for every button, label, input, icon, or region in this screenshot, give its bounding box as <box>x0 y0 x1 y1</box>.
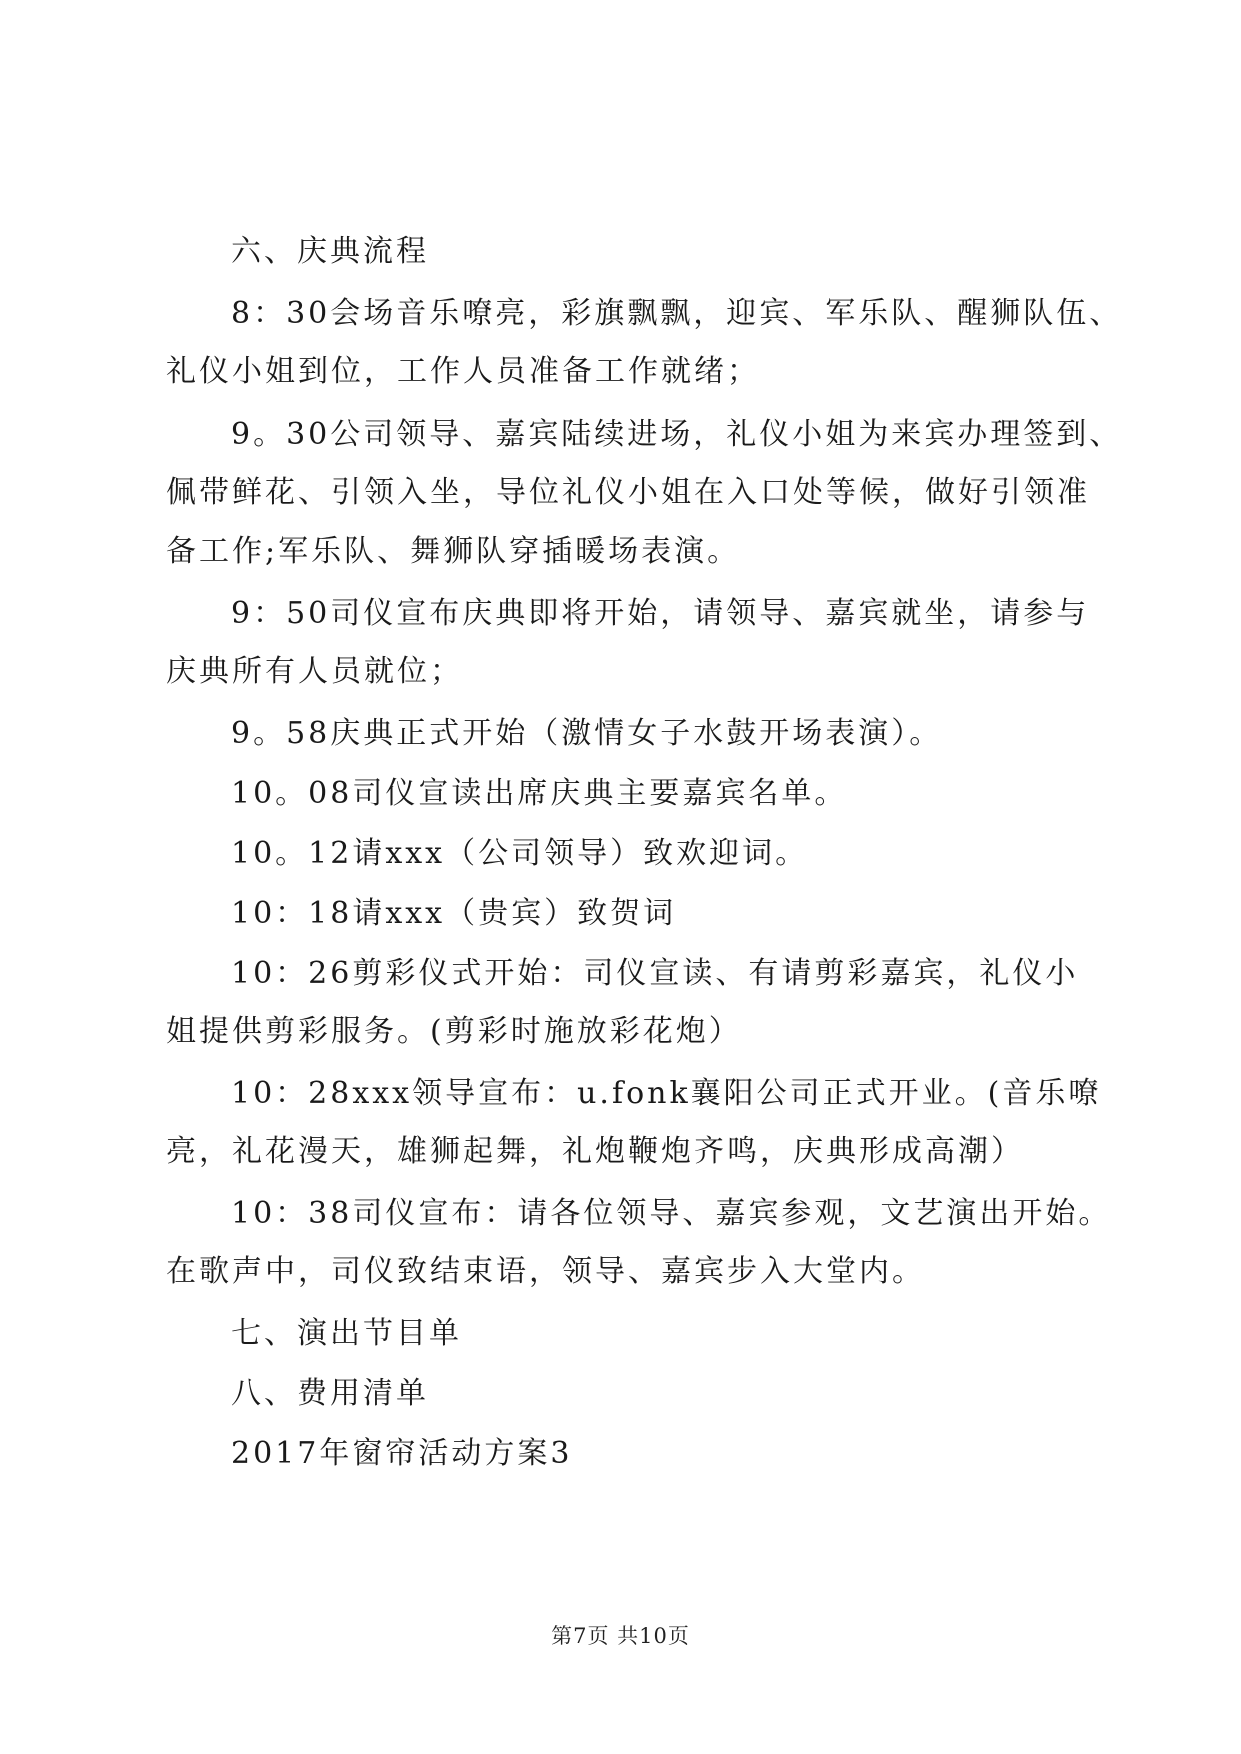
paragraph-line: 10：28xxx领导宣布：u.fonk襄阳公司正式开业。(音乐嘹 <box>231 1076 1102 1111</box>
paragraph-line: 10：18请xxx（贵宾）致贺词 <box>231 896 677 931</box>
paragraph-line: 亮，礼花漫天，雄狮起舞，礼炮鞭炮齐鸣，庆典形成高潮） <box>166 1134 1024 1169</box>
paragraph-line: 9。30公司领导、嘉宾陆续进场，礼仪小姐为来宾办理签到、 <box>231 417 1123 452</box>
document-subtitle: 2017年窗帘活动方案3 <box>231 1436 573 1471</box>
paragraph-line: 10。08司仪宣读出席庆典主要嘉宾名单。 <box>231 776 848 811</box>
paragraph-line: 10：26剪彩仪式开始：司仪宣读、有请剪彩嘉宾，礼仪小 <box>231 956 1079 991</box>
paragraph-line: 姐提供剪彩服务。(剪彩时施放彩花炮） <box>166 1014 742 1049</box>
page-number-footer: 第7页 共10页 <box>551 1624 690 1648</box>
section-heading-ceremony-flow: 六、庆典流程 <box>231 234 429 269</box>
paragraph-line: 庆典所有人员就位； <box>166 654 463 689</box>
paragraph-line: 10：38司仪宣布：请各位领导、嘉宾参观，文艺演出开始。 <box>231 1196 1112 1231</box>
paragraph-line: 10。12请xxx（公司领导）致欢迎词。 <box>231 836 809 871</box>
paragraph-line: 佩带鲜花、引领入坐，导位礼仪小姐在入口处等候，做好引领准 <box>166 475 1090 510</box>
paragraph-line: 9：50司仪宣布庆典即将开始，请领导、嘉宾就坐，请参与 <box>231 596 1090 631</box>
paragraph-line: 在歌声中，司仪致结束语，领导、嘉宾步入大堂内。 <box>166 1254 925 1289</box>
paragraph-line: 礼仪小姐到位，工作人员准备工作就绪； <box>166 354 760 389</box>
section-heading-cost-list: 八、费用清单 <box>231 1376 429 1411</box>
paragraph-line: 8：30会场音乐嘹亮，彩旗飘飘，迎宾、军乐队、醒狮队伍、 <box>231 296 1123 331</box>
paragraph-line: 备工作;军乐队、舞狮队穿插暖场表演。 <box>166 534 741 569</box>
paragraph-line: 9。58庆典正式开始（激情女子水鼓开场表演）。 <box>231 716 943 751</box>
section-heading-program-list: 七、演出节目单 <box>231 1316 462 1351</box>
